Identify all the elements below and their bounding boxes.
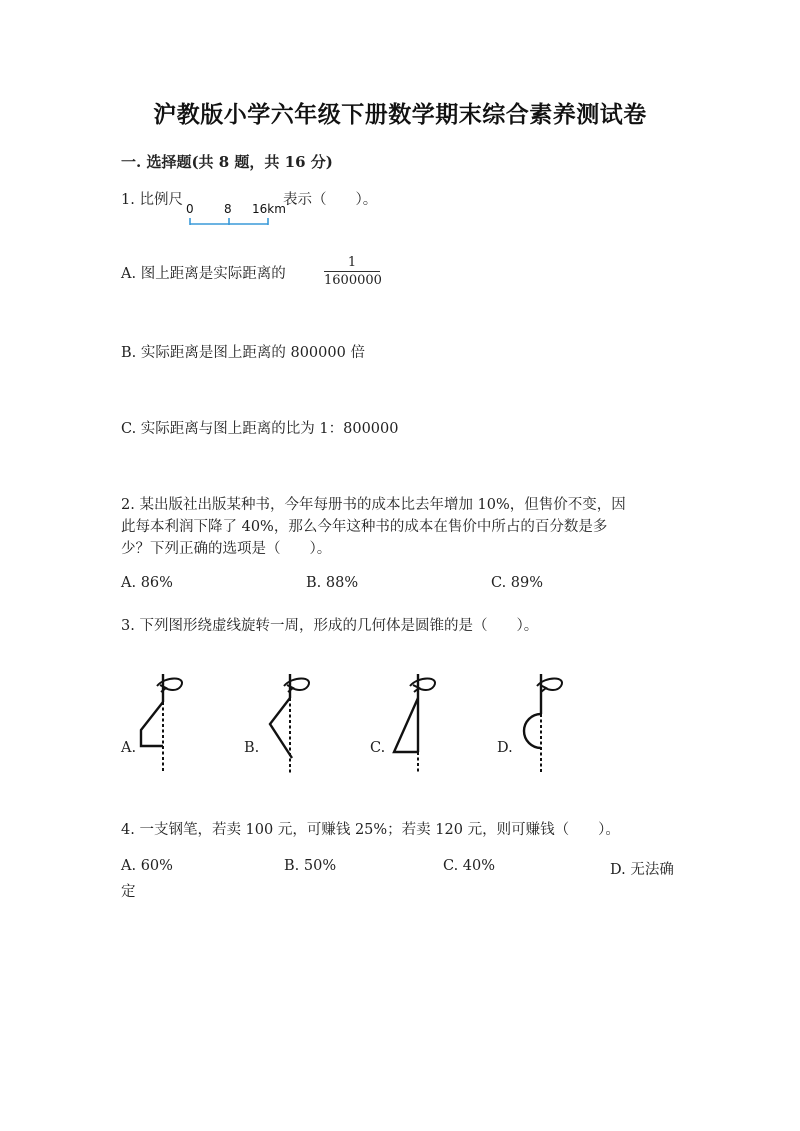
scale-label-16km: 16km xyxy=(252,202,286,216)
fraction-denominator: 1600000 xyxy=(324,273,382,288)
question-1-suffix: 表示（ ）。 xyxy=(283,192,378,208)
q4-option-c: C. 40% xyxy=(443,858,496,874)
figure-b-shape-icon xyxy=(262,668,322,778)
q1-option-a: A. 图上距离是实际距离的 xyxy=(121,266,286,282)
figure-a-shape-icon xyxy=(135,668,195,778)
q4-option-a: A. 60% xyxy=(121,858,173,874)
question-1-prefix: 1. 比例尺 xyxy=(121,192,183,208)
section-heading: 一. 选择题(共 8 题，共 16 分) xyxy=(121,153,333,171)
fraction-bar xyxy=(324,271,380,272)
q3-option-d-label: D. xyxy=(497,740,513,756)
question-3-stem: 3. 下列图形绕虚线旋转一周，形成的几何体是圆锥的是（ ）。 xyxy=(121,618,539,634)
q4-option-d: D. 无法确 xyxy=(610,862,674,878)
figure-d-shape-icon xyxy=(515,668,575,778)
scale-line-icon xyxy=(186,202,286,228)
q2-option-a: A. 86% xyxy=(121,575,173,591)
fraction-numerator: 1 xyxy=(347,255,357,270)
q4-option-b: B. 50% xyxy=(284,858,337,874)
scale-bar xyxy=(186,202,286,228)
scale-label-8: 8 xyxy=(224,202,232,216)
fraction xyxy=(324,255,380,288)
question-2-line-2: 此每本利润下降了 40%，那么今年这种书的成本在售价中所占的百分数是多 xyxy=(121,519,608,535)
page-title: 沪教版小学六年级下册数学期末综合素养测试卷 xyxy=(153,101,647,128)
q1-option-b: B. 实际距离是图上距离的 800000 倍 xyxy=(121,345,365,361)
q2-option-b: B. 88% xyxy=(306,575,359,591)
q1-option-c: C. 实际距离与图上距离的比为 1：800000 xyxy=(121,421,399,437)
scale-label-0: 0 xyxy=(186,202,194,216)
question-4-stem: 4. 一支钢笔，若卖 100 元，可赚钱 25%；若卖 120 元，则可赚钱（ ）。 xyxy=(121,822,620,838)
q3-option-b-label: B. xyxy=(244,740,260,756)
question-2-line-1: 2. 某出版社出版某种书，今年每册书的成本比去年增加 10%，但售价不变，因 xyxy=(121,497,626,513)
q3-option-c-label: C. xyxy=(370,740,386,756)
q2-option-c: C. 89% xyxy=(491,575,544,591)
q3-option-a-label: A. xyxy=(121,740,137,756)
figure-c-shape-icon xyxy=(388,668,448,778)
q4-option-d-wrap: 定 xyxy=(121,884,136,900)
question-2-line-3: 少？下列正确的选项是（ ）。 xyxy=(121,541,332,557)
